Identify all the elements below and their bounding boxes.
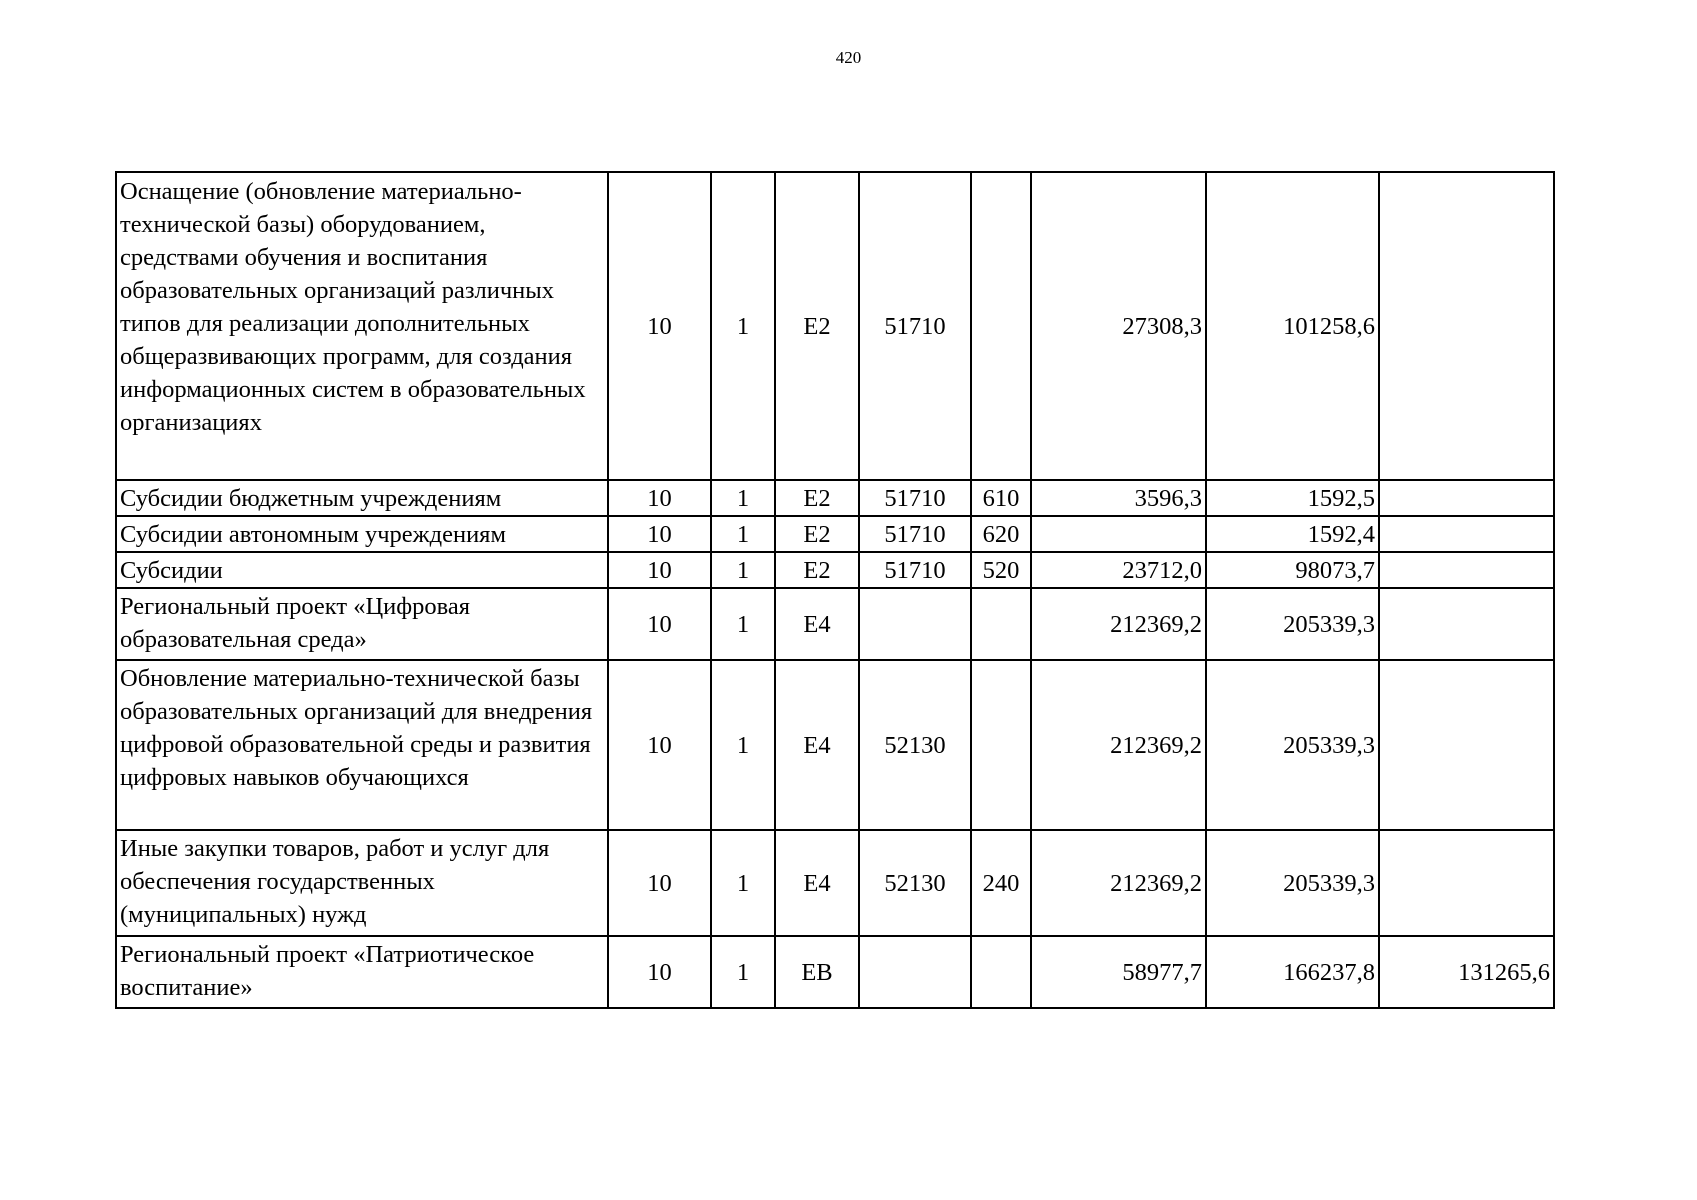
- program-code: Е4: [775, 660, 859, 830]
- direction-code: [859, 936, 971, 1008]
- program-code: ЕВ: [775, 936, 859, 1008]
- section-code: 10: [608, 660, 711, 830]
- subsection-code: 1: [711, 172, 775, 480]
- direction-code: 51710: [859, 172, 971, 480]
- section-code: 10: [608, 516, 711, 552]
- section-code: 10: [608, 552, 711, 588]
- subsection-code: 1: [711, 552, 775, 588]
- amount-2: 1592,4: [1206, 516, 1379, 552]
- expense-type-code: [971, 172, 1031, 480]
- direction-code: 52130: [859, 660, 971, 830]
- expense-type-code: 520: [971, 552, 1031, 588]
- subsection-code: 1: [711, 830, 775, 936]
- expense-type-code: [971, 588, 1031, 660]
- amount-3: [1379, 172, 1554, 480]
- expense-type-code: [971, 660, 1031, 830]
- amount-2: 205339,3: [1206, 830, 1379, 936]
- direction-code: [859, 588, 971, 660]
- amount-2: 98073,7: [1206, 552, 1379, 588]
- amount-3: [1379, 830, 1554, 936]
- direction-code: 51710: [859, 480, 971, 516]
- program-code: Е4: [775, 588, 859, 660]
- section-code: 10: [608, 172, 711, 480]
- amount-1: [1031, 516, 1206, 552]
- expense-type-code: [971, 936, 1031, 1008]
- direction-code: 51710: [859, 552, 971, 588]
- subsection-code: 1: [711, 516, 775, 552]
- table-row: [116, 172, 1554, 480]
- row-name: Оснащение (обновление материально-технической базы) оборудованием, средствами обучения и воспитания образовательных организаций различных типов для реализации дополнительных общеразвивающих программ, для создания информационных систем в образовательных организациях: [116, 172, 608, 480]
- amount-2: 1592,5: [1206, 480, 1379, 516]
- subsection-code: 1: [711, 660, 775, 830]
- amount-3: [1379, 516, 1554, 552]
- row-name: Региональный проект «Патриотическое воспитание»: [116, 936, 608, 1008]
- amount-2: 205339,3: [1206, 660, 1379, 830]
- row-name: Субсидии: [116, 552, 608, 588]
- program-code: Е2: [775, 516, 859, 552]
- program-code: Е2: [775, 480, 859, 516]
- table-row: [116, 480, 1554, 516]
- subsection-code: 1: [711, 480, 775, 516]
- amount-1: 212369,2: [1031, 588, 1206, 660]
- row-name: Субсидии бюджетным учреждениям: [116, 480, 608, 516]
- program-code: Е2: [775, 172, 859, 480]
- table-row: [116, 936, 1554, 1008]
- section-code: 10: [608, 830, 711, 936]
- amount-3: [1379, 660, 1554, 830]
- amount-1: 212369,2: [1031, 830, 1206, 936]
- row-name: Иные закупки товаров, работ и услуг для обеспечения государственных (муниципальных) нужд: [116, 830, 608, 936]
- table-row: [116, 552, 1554, 588]
- amount-1: 3596,3: [1031, 480, 1206, 516]
- section-code: 10: [608, 480, 711, 516]
- table-row: [116, 588, 1554, 660]
- direction-code: 52130: [859, 830, 971, 936]
- amount-2: 166237,8: [1206, 936, 1379, 1008]
- table-row: [116, 830, 1554, 936]
- expense-type-code: 620: [971, 516, 1031, 552]
- expense-type-code: 610: [971, 480, 1031, 516]
- amount-1: 23712,0: [1031, 552, 1206, 588]
- amount-2: 101258,6: [1206, 172, 1379, 480]
- section-code: 10: [608, 588, 711, 660]
- amount-1: 27308,3: [1031, 172, 1206, 480]
- amount-3: [1379, 588, 1554, 660]
- amount-3: 131265,6: [1379, 936, 1554, 1008]
- subsection-code: 1: [711, 588, 775, 660]
- row-name: Обновление материально-технической базы образовательных организаций для внедрения цифровой образовательной среды и развития цифровых навыков обучающихся: [116, 660, 608, 830]
- budget-table: [115, 171, 1555, 1009]
- table-row: [116, 516, 1554, 552]
- program-code: Е2: [775, 552, 859, 588]
- subsection-code: 1: [711, 936, 775, 1008]
- amount-1: 58977,7: [1031, 936, 1206, 1008]
- page-number: 420: [835, 48, 862, 67]
- table-row: [116, 660, 1554, 830]
- amount-1: 212369,2: [1031, 660, 1206, 830]
- row-name: Субсидии автономным учреждениям: [116, 516, 608, 552]
- amount-3: [1379, 552, 1554, 588]
- direction-code: 51710: [859, 516, 971, 552]
- program-code: Е4: [775, 830, 859, 936]
- expense-type-code: 240: [971, 830, 1031, 936]
- amount-2: 205339,3: [1206, 588, 1379, 660]
- row-name: Региональный проект «Цифровая образовательная среда»: [116, 588, 608, 660]
- section-code: 10: [608, 936, 711, 1008]
- amount-3: [1379, 480, 1554, 516]
